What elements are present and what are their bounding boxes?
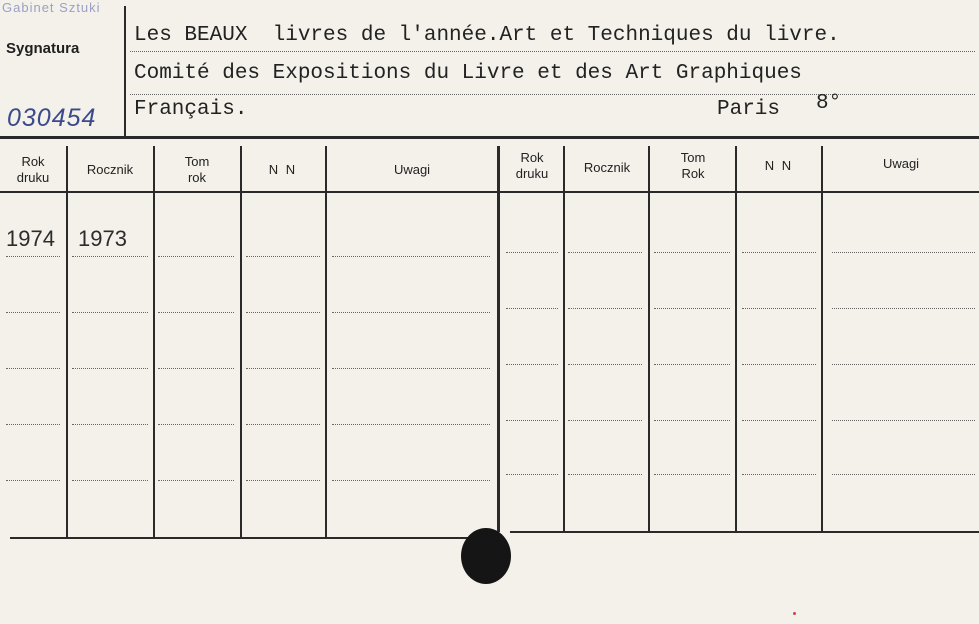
- title-line-1: Les BEAUX livres de l'année.Art et Techniques du livre.: [134, 24, 840, 47]
- row-dotted-line: [832, 474, 975, 475]
- col-line: [648, 146, 650, 532]
- row-dotted-line: [568, 364, 642, 365]
- col-line: [66, 146, 68, 538]
- punch-hole: [461, 528, 511, 584]
- row-dotted-line: [742, 252, 816, 253]
- place-of-publication: Paris: [717, 98, 781, 121]
- row-dotted-line: [568, 308, 642, 309]
- row-dotted-line: [6, 256, 60, 257]
- row-dotted-line: [832, 308, 975, 309]
- center-divider: [497, 146, 500, 532]
- row-dotted-line: [6, 368, 60, 369]
- title-rule-2: [130, 94, 975, 95]
- row-dotted-line: [742, 474, 816, 475]
- title-line-3: Français.: [134, 98, 248, 121]
- catalog-number: 030454: [7, 104, 97, 132]
- col-header-uwagi-left: Uwagi: [393, 162, 431, 177]
- col-line: [563, 146, 565, 532]
- col-header-tom-rok-right: Tom Rok: [680, 150, 706, 181]
- row-dotted-line: [506, 252, 558, 253]
- col-header-uwagi-right: Uwagi: [882, 156, 920, 171]
- row-dotted-line: [654, 364, 730, 365]
- row-dotted-line: [6, 312, 60, 313]
- table-bottom-rule-left: [10, 537, 498, 539]
- row-dotted-line: [246, 480, 320, 481]
- row-dotted-line: [654, 474, 730, 475]
- row-dotted-line: [654, 308, 730, 309]
- row-dotted-line: [158, 256, 234, 257]
- row-dotted-line: [506, 420, 558, 421]
- row-dotted-line: [742, 420, 816, 421]
- row-dotted-line: [246, 368, 320, 369]
- row-dotted-line: [742, 308, 816, 309]
- row-dotted-line: [72, 312, 148, 313]
- sygnatura-label: Sygnatura: [6, 40, 80, 57]
- row-dotted-line: [246, 256, 320, 257]
- row-dotted-line: [506, 364, 558, 365]
- row-dotted-line: [6, 480, 60, 481]
- row-dotted-line: [568, 252, 642, 253]
- col-header-rocznik-right: Rocznik: [583, 160, 631, 175]
- col-header-rok-druku-right: Rok druku: [515, 150, 549, 181]
- row-dotted-line: [158, 312, 234, 313]
- sygnatura-divider: [124, 6, 126, 138]
- row-dotted-line: [72, 424, 148, 425]
- library-stamp: Gabinet Sztuki: [2, 0, 101, 15]
- row-dotted-line: [832, 252, 975, 253]
- title-rule-1: [130, 51, 975, 52]
- row-dotted-line: [246, 312, 320, 313]
- entry-rok-druku: 1974: [6, 226, 55, 251]
- row-dotted-line: [832, 364, 975, 365]
- ink-speck: [793, 612, 796, 615]
- row-dotted-line: [72, 480, 148, 481]
- row-dotted-line: [506, 474, 558, 475]
- col-line: [821, 146, 823, 532]
- row-dotted-line: [158, 480, 234, 481]
- row-dotted-line: [6, 424, 60, 425]
- col-header-nn-left: N N: [268, 162, 298, 177]
- table-bottom-rule-right: [510, 531, 979, 533]
- row-dotted-line: [568, 420, 642, 421]
- row-dotted-line: [158, 368, 234, 369]
- col-header-nn-right: N N: [764, 158, 794, 173]
- entry-rocznik: 1973: [78, 226, 127, 251]
- row-dotted-line: [654, 420, 730, 421]
- row-dotted-line: [332, 256, 490, 257]
- row-dotted-line: [72, 368, 148, 369]
- book-format: 8°: [816, 92, 842, 115]
- col-line: [735, 146, 737, 532]
- row-dotted-line: [332, 480, 490, 481]
- col-header-rocznik-left: Rocznik: [86, 162, 134, 177]
- row-dotted-line: [332, 368, 490, 369]
- table-header-rule: [0, 191, 979, 193]
- row-dotted-line: [158, 424, 234, 425]
- row-dotted-line: [332, 312, 490, 313]
- row-dotted-line: [832, 420, 975, 421]
- title-line-2: Comité des Expositions du Livre et des Art Graphiques: [134, 62, 802, 85]
- row-dotted-line: [568, 474, 642, 475]
- col-header-rok-druku-left: Rok druku: [16, 154, 50, 185]
- col-header-tom-rok-left: Tom rok: [184, 154, 210, 185]
- row-dotted-line: [72, 256, 148, 257]
- row-dotted-line: [246, 424, 320, 425]
- col-line: [240, 146, 242, 538]
- row-dotted-line: [506, 308, 558, 309]
- col-line: [153, 146, 155, 538]
- header-top-rule: [0, 136, 979, 139]
- row-dotted-line: [742, 364, 816, 365]
- row-dotted-line: [654, 252, 730, 253]
- col-line: [325, 146, 327, 538]
- row-dotted-line: [332, 424, 490, 425]
